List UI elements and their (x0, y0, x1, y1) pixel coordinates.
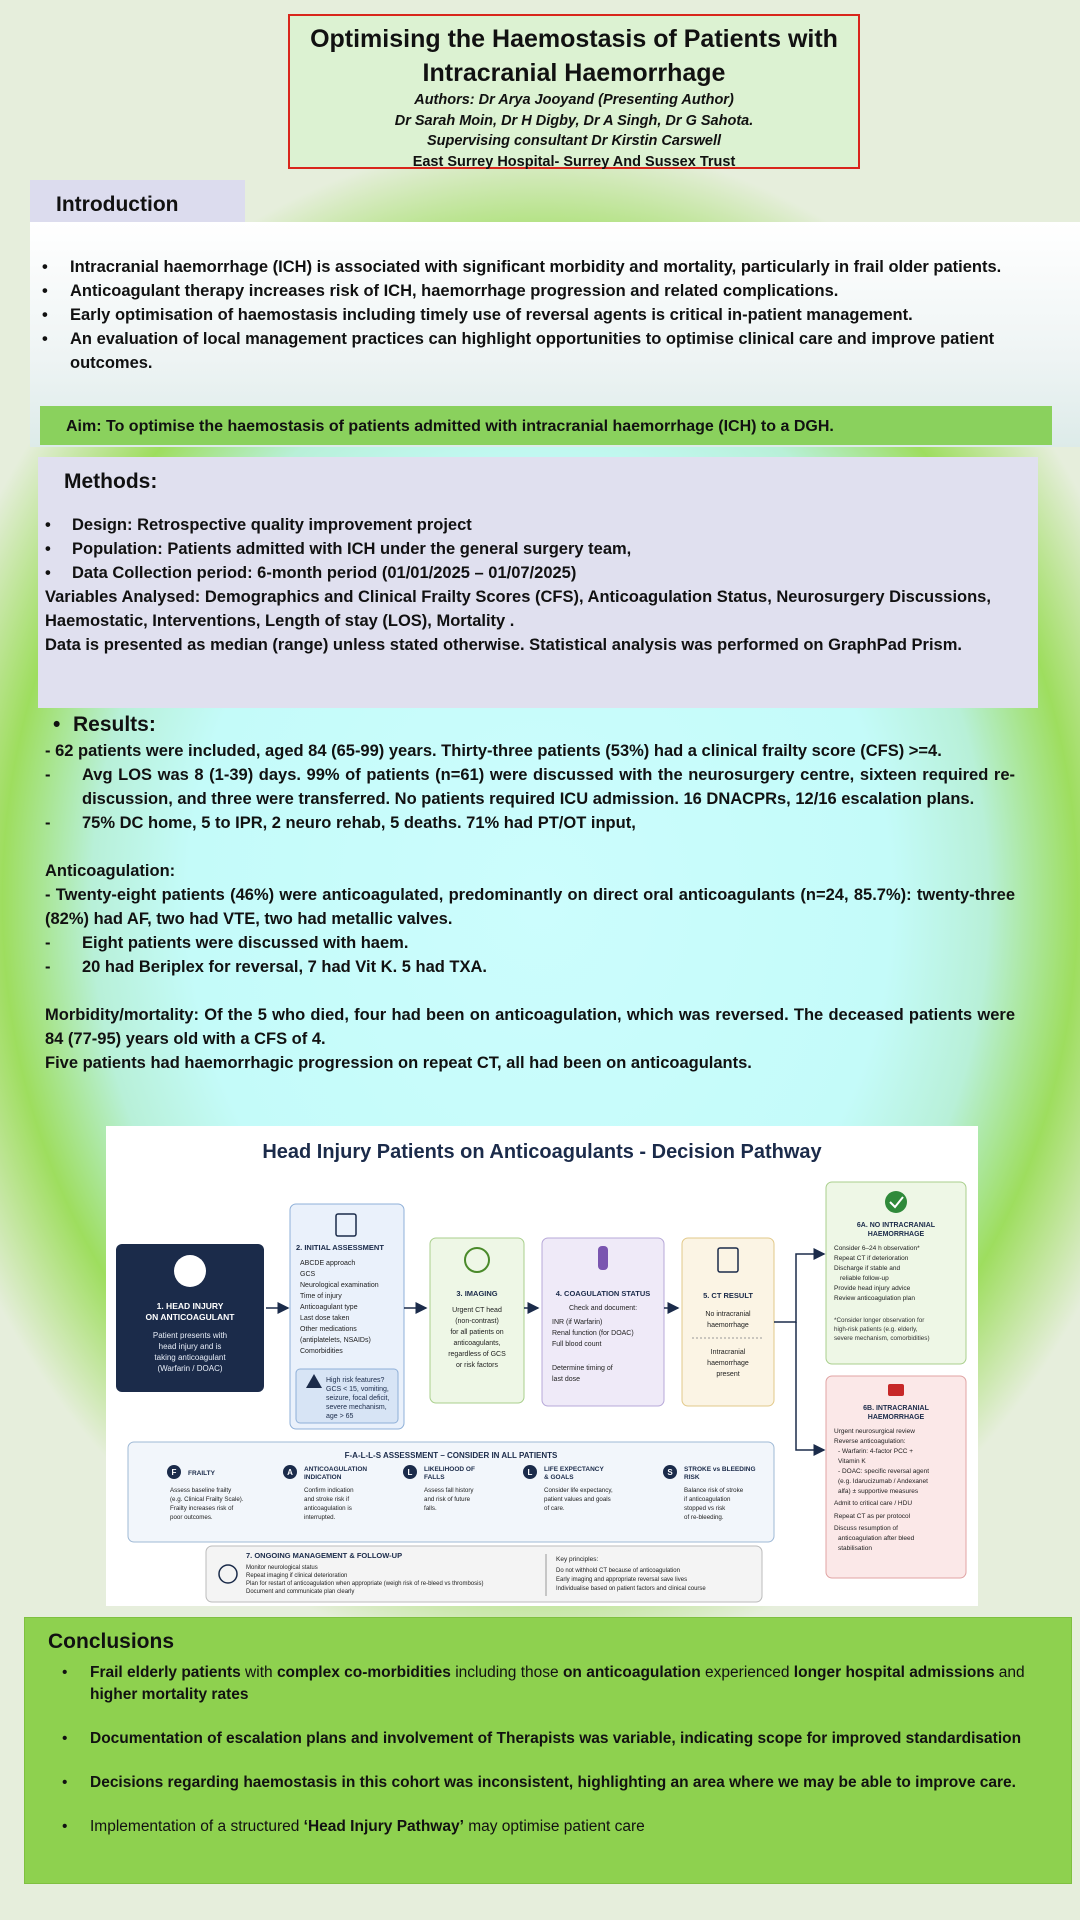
step-5-text: No intracranial (705, 1311, 751, 1318)
step-6b-item: Vitamin K (838, 1458, 866, 1465)
step-1-text: (Warfarin / DOAC) (157, 1364, 223, 1373)
anticoagulation-heading: Anticoagulation: (45, 862, 176, 880)
step-6a-item: Consider 6–24 h observation* (834, 1245, 920, 1252)
step-6b-item: anticoagulation after bleed (838, 1535, 915, 1542)
step-4-foot: Determine timing of (552, 1365, 613, 1372)
falls-head: FALLS (424, 1474, 445, 1481)
check-icon (885, 1191, 907, 1213)
results-line: - 62 patients were included, aged 84 (65-99) years. Thirty-three patients (53%) had a clinical frailty score (CFS) >=4. (45, 742, 942, 760)
principles-item: Early imaging and appropriate reversal save lives (556, 1577, 688, 1583)
step-5-text: haemorrhage (707, 1322, 749, 1329)
step-6b-haemorrhage (826, 1376, 966, 1578)
morbidity-line: Morbidity/mortality: Of the 5 who died, four had been on anticoagulation, which was reversed. The deceased patients were 84 (77-95) years old with a CFS of 4. (45, 1006, 1015, 1048)
step-6b-item: - Warfarin: 4-factor PCC + (838, 1448, 914, 1455)
falls-body: Balance risk of stroke (684, 1487, 744, 1494)
step-4-title: 4. COAGULATION STATUS (555, 1289, 651, 1298)
step-5-text: haemorrhage (707, 1360, 749, 1367)
supervisor-line: Supervising consultant Dr Kirstin Carswell (426, 133, 722, 149)
step-6a-item: Discharge if stable and (834, 1265, 901, 1272)
falls-body: patient values and goals (544, 1496, 611, 1503)
principles-item: Individualise based on patient factors and clinical course (556, 1586, 706, 1592)
step-6b-item: Urgent neurosurgical review (834, 1428, 915, 1435)
introduction-heading: Introduction (30, 180, 245, 224)
step-5-title: 5. CT RESULT (703, 1291, 753, 1300)
step-2-initial-assessment (290, 1204, 404, 1429)
step-2-warning: seizure, focal deficit, (326, 1395, 390, 1402)
authors-line-2: Dr Sarah Moin, Dr H Digby, Dr A Singh, Dr G Sahota. (394, 112, 754, 129)
falls-letter: L (527, 1468, 533, 1477)
step-6a-item: Provide head injury advice (834, 1285, 911, 1292)
step-6a-title: HAEMORRHAGE (867, 1231, 925, 1238)
falls-head: RISK (684, 1474, 700, 1481)
step-3-text: or risk factors (455, 1362, 499, 1369)
step-2-item: Other medications (300, 1326, 357, 1333)
step-3-text: anticoagulants, (453, 1340, 501, 1347)
anticoagulation-line: - Eight patients were discussed with haem. (45, 931, 1015, 955)
step-4-item: Full blood count (552, 1341, 602, 1348)
step-4-item: INR (if Warfarin) (552, 1319, 603, 1326)
step-1-head-injury (116, 1244, 264, 1392)
falls-body: Consider life expectancy, (544, 1487, 613, 1494)
step-7-title: 7. ONGOING MANAGEMENT & FOLLOW-UP (246, 1551, 403, 1560)
step-4-coagulation (542, 1238, 664, 1406)
falls-body: if anticoagulation (684, 1496, 731, 1503)
authors-line-1: Authors: Dr Arya Jooyand (Presenting Author) (414, 92, 734, 108)
step-3-text: Urgent CT head (452, 1307, 502, 1314)
falls-body: Assess fall history (424, 1487, 474, 1494)
step-2-item: GCS (300, 1271, 316, 1278)
step-6a-item: Review anticoagulation plan (834, 1295, 915, 1302)
falls-body: of re-bleeding. (684, 1514, 724, 1521)
falls-head: & GOALS (544, 1474, 574, 1481)
step-6a-no-haemorrhage (826, 1182, 966, 1364)
step-6a-item: Repeat CT if deterioration (834, 1255, 909, 1262)
falls-body: Assess baseline frailty (170, 1487, 232, 1494)
step-7-item: Document and communicate plan clearly (246, 1589, 355, 1595)
methods-bullet: • Population: Patients admitted with ICH under the general surgery team, (45, 537, 1030, 561)
step-6b-item: Discuss resumption of (834, 1525, 898, 1532)
morbidity-line: Five patients had haemorrhagic progression on repeat CT, all had been on anticoagulants. (45, 1054, 752, 1072)
step-1-text: taking anticoagulant (154, 1353, 226, 1362)
step-7-item: Monitor neurological status (246, 1565, 318, 1571)
step-3-text: for all patients on (450, 1329, 504, 1336)
decision-pathway-figure (106, 1126, 978, 1606)
step-2-warning: severe mechanism, (326, 1404, 387, 1411)
step-6a-note: *Consider longer observation for (834, 1317, 925, 1324)
step-6a-title: 6A. NO INTRACRANIAL (856, 1222, 936, 1229)
step-6b-item: - DOAC: specific reversal agent (838, 1468, 930, 1475)
step-3-title: 3. IMAGING (456, 1289, 498, 1298)
test-tube-icon (598, 1246, 608, 1270)
falls-body: Confirm indication (304, 1487, 354, 1494)
step-2-item: Neurological examination (300, 1282, 379, 1289)
step-5-ct-result (682, 1238, 774, 1406)
step-7-item: Plan for restart of anticoagulation when appropriate (weigh risk of re-bleed vs thrombosis) (246, 1581, 484, 1587)
step-6b-title: HAEMORRHAGE (867, 1414, 925, 1421)
step-1-text: Patient presents with (152, 1331, 228, 1340)
step-2-item: Last dose taken (300, 1315, 350, 1322)
step-7-item: Repeat imaging if clinical deterioration (246, 1573, 348, 1579)
results-line: - Avg LOS was 8 (1-39) days. 99% of patients (n=61) were discussed with the neurosurgery centre, sixteen required re-discussion, and three were transferred. No patients required ICU admission. 16 DNACPRs, 12/16 escalation plans. (45, 763, 1015, 811)
step-6b-title: 6B. INTRACRANIAL (863, 1405, 929, 1412)
step-2-item: ABCDE approach (300, 1260, 356, 1267)
falls-letter: S (667, 1468, 673, 1477)
alarm-icon (888, 1384, 904, 1396)
step-6a-note: high-risk patients (e.g. elderly, (834, 1326, 918, 1333)
conclusion-item: • Documentation of escalation plans and involvement of Therapists was variable, indicating scope for improved standardisation (62, 1728, 1072, 1750)
step-5-text: Intracranial (710, 1349, 746, 1356)
introduction-bullet: • Anticoagulant therapy increases risk of ICH, haemorrhage progression and related complications. (42, 279, 1072, 303)
pathway-title: Head Injury Patients on Anticoagulants - Decision Pathway (262, 1141, 822, 1163)
step-2-item: Anticoagulant type (300, 1304, 358, 1311)
step-6b-item: (e.g. Idarucizumab / Andexanet (838, 1478, 928, 1485)
step-3-text: (non-contrast) (455, 1318, 499, 1325)
step-6b-item: Admit to critical care / HDU (834, 1500, 913, 1507)
step-2-warning: age > 65 (326, 1413, 354, 1420)
falls-body: (e.g. Clinical Frailty Scale). (170, 1496, 244, 1503)
principles-item: Do not withhold CT because of anticoagulation (556, 1568, 680, 1574)
methods-body (45, 513, 1030, 657)
conclusion-item: • Frail elderly patients with complex co-morbidities including those on anticoagulation experienced longer hospital admissions and higher mortality rates (62, 1662, 1072, 1706)
methods-variables: Variables Analysed: Demographics and Clinical Frailty Scores (CFS), Anticoagulation Status, Neurosurgery Discussions, Haemostatic, Interventions, Length of stay (LOS), Mortality . (45, 588, 991, 630)
falls-body: anticoagulation is (304, 1505, 352, 1512)
falls-head: LIFE EXPECTANCY (544, 1466, 604, 1473)
step-6b-item: alfa) ± supportive measures (838, 1488, 919, 1495)
anticoagulation-line: - Twenty-eight patients (46%) were anticoagulated, predominantly on direct oral anticoagulants (n=24, 85.7%): twenty-three (82%) had AF, two had VTE, two had metallic valves. (45, 886, 1015, 928)
conclusion-item: • Implementation of a structured ‘Head Injury Pathway’ may optimise patient care (62, 1816, 1072, 1838)
falls-head: ANTICOAGULATION (304, 1466, 368, 1473)
falls-letter: F (171, 1468, 177, 1477)
step-2-item: (antiplatelets, NSAIDs) (300, 1337, 371, 1344)
falls-title: F-A-L-L-S ASSESSMENT – CONSIDER IN ALL PATIENTS (344, 1451, 558, 1460)
step-3-text: regardless of GCS (448, 1351, 506, 1358)
falls-head: FRAILTY (188, 1470, 215, 1477)
conclusion-item: • Decisions regarding haemostasis in this cohort was inconsistent, highlighting an area where we may be able to improve care. (62, 1772, 1072, 1794)
principles-title: Key principles: (556, 1556, 599, 1563)
step-2-item: Comorbidities (300, 1348, 343, 1355)
falls-head: INDICATION (304, 1474, 342, 1481)
aim-statement: Aim: To optimise the haemostasis of patients admitted with intracranial haemorrhage (ICH) to a DGH. (40, 406, 1052, 445)
step-3-imaging (430, 1238, 524, 1403)
conclusions-list (62, 1662, 1072, 1860)
conclusions-heading: Conclusions (48, 1630, 175, 1653)
head-icon (174, 1255, 206, 1287)
falls-body: falls. (424, 1505, 437, 1512)
poster-title-line-1: Optimising the Haemostasis of Patients with (310, 25, 838, 53)
falls-head: LIKELIHOOD OF (424, 1466, 475, 1473)
falls-body: of care. (544, 1505, 565, 1512)
step-6a-item: reliable follow-up (840, 1275, 889, 1282)
hospital-line: East Surrey Hospital- Surrey And Sussex Trust (412, 153, 736, 170)
step-4-foot: last dose (552, 1376, 581, 1383)
anticoagulation-line: - 20 had Beriplex for reversal, 7 had Vit K. 5 had TXA. (45, 955, 1015, 979)
methods-heading: Methods: (64, 470, 158, 493)
falls-body: poor outcomes. (170, 1514, 213, 1521)
step-1-title: 1. HEAD INJURY (156, 1301, 224, 1311)
step-6a-note: severe mechanism, comorbidities) (834, 1335, 930, 1342)
introduction-list (42, 255, 1072, 375)
methods-statistics: Data is presented as median (range) unless stated otherwise. Statistical analysis was performed on GraphPad Prism. (45, 636, 962, 654)
falls-body: and risk of future (424, 1496, 471, 1503)
step-2-warning: High risk features? (326, 1377, 385, 1384)
methods-bullet: • Data Collection period: 6-month period (01/01/2025 – 01/07/2025) (45, 561, 1030, 585)
results-section (45, 711, 1015, 1075)
step-2-item: Time of injury (300, 1293, 342, 1300)
poster-title-line-2: Intracranial Haemorrhage (422, 59, 726, 87)
title-box (288, 14, 860, 169)
step-2-warning: GCS < 15, vomiting, (326, 1386, 389, 1393)
introduction-bullet: • Intracranial haemorrhage (ICH) is associated with significant morbidity and mortality, particularly in frail older patients. (42, 255, 1072, 279)
pathway-diagram (106, 1126, 978, 1606)
methods-bullet: • Design: Retrospective quality improvement project (45, 513, 1030, 537)
step-6b-item: Reverse anticoagulation: (834, 1438, 906, 1445)
falls-assessment (128, 1442, 774, 1542)
results-heading: • Results: (45, 711, 1015, 739)
step-4-item: Renal function (for DOAC) (552, 1330, 634, 1337)
step-4-sub: Check and document: (568, 1305, 638, 1312)
falls-body: and stroke risk if (304, 1496, 350, 1503)
step-2-title: 2. INITIAL ASSESSMENT (296, 1243, 384, 1252)
step-7-ongoing-management (206, 1546, 762, 1602)
results-line: - 75% DC home, 5 to IPR, 2 neuro rehab, 5 deaths. 71% had PT/OT input, (45, 811, 1015, 835)
falls-head: STROKE vs BLEEDING (684, 1466, 756, 1473)
falls-body: Frailty increases risk of (170, 1505, 234, 1512)
step-6b-item: Repeat CT as per protocol (834, 1513, 911, 1520)
introduction-bullet: • Early optimisation of haemostasis including timely use of reversal agents is critical in-patient management. (42, 303, 1072, 327)
falls-letter: L (407, 1468, 413, 1477)
falls-letter: A (287, 1468, 293, 1477)
step-1-title: ON ANTICOAGULANT (145, 1312, 235, 1322)
falls-body: interrupted. (304, 1514, 336, 1521)
step-6b-item: stabilisation (838, 1545, 872, 1552)
introduction-bullet: • An evaluation of local management practices can highlight opportunities to optimise clinical care and improve patient outcomes. (42, 327, 1072, 375)
falls-body: stopped vs risk (684, 1505, 726, 1512)
step-5-text: present (716, 1371, 740, 1378)
step-1-text: head injury and is (158, 1342, 222, 1351)
